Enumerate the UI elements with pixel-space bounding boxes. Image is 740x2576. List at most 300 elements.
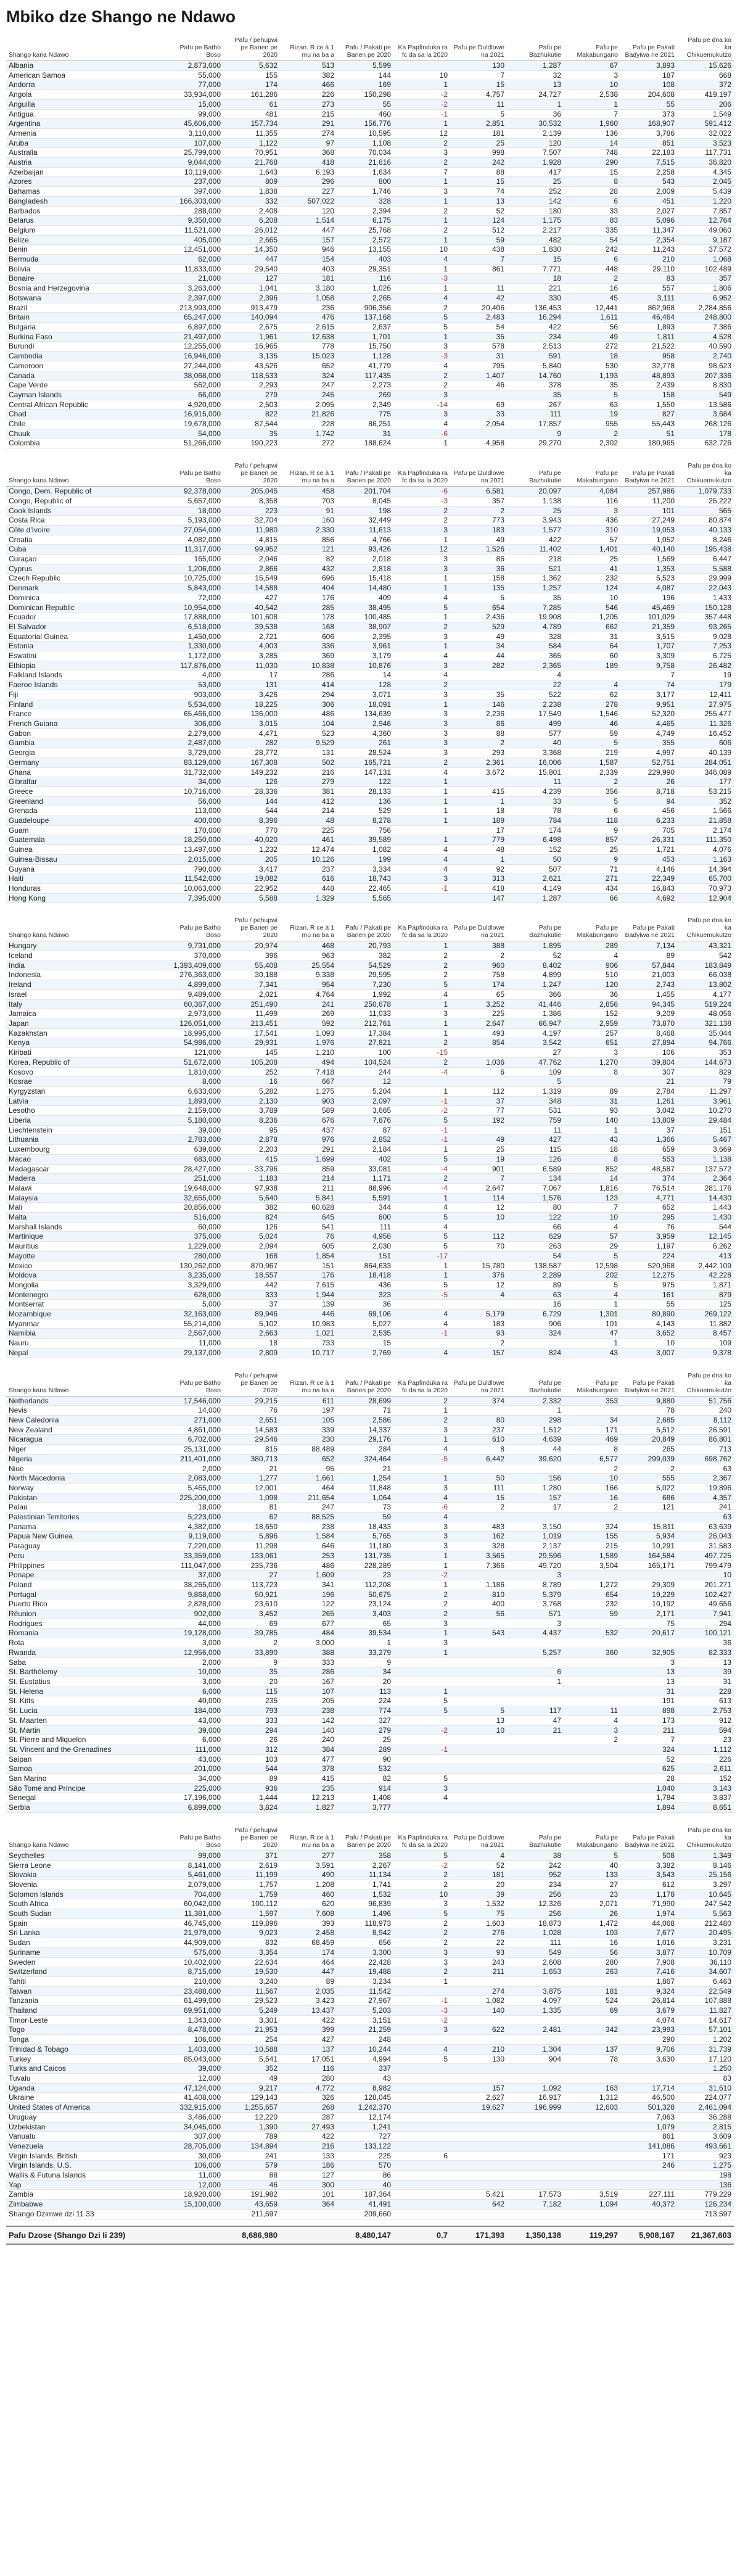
table-row bbox=[6, 1164, 734, 1174]
value-cell: 800 bbox=[337, 177, 393, 187]
value-cell: 13 bbox=[620, 1667, 677, 1677]
value-cell: 3,961 bbox=[677, 1096, 734, 1106]
value-cell: 2 bbox=[393, 1918, 450, 1928]
value-cell: 56 bbox=[564, 322, 620, 332]
table-row bbox=[6, 410, 734, 419]
value-cell: 2 bbox=[393, 371, 450, 381]
country-name-cell: Sierra Leone bbox=[6, 1860, 166, 1870]
value-cell bbox=[450, 2171, 507, 2181]
value-cell: 31,610 bbox=[677, 2083, 734, 2093]
value-cell: 1,183 bbox=[223, 1174, 280, 1184]
value-cell: 1 bbox=[507, 1677, 564, 1686]
value-cell: 3 bbox=[393, 1542, 450, 1551]
value-cell: 5 bbox=[393, 1242, 450, 1252]
country-name-cell: Guadeloupe bbox=[6, 816, 166, 826]
value-cell: 2 bbox=[393, 1870, 450, 1880]
value-cell: 1 bbox=[393, 999, 450, 1009]
value-cell: 169 bbox=[337, 80, 393, 90]
value-cell: 3,334 bbox=[337, 864, 393, 874]
value-cell: 18 bbox=[223, 1339, 280, 1348]
value-cell: 26 bbox=[223, 1735, 280, 1745]
value-cell: 2,015,000 bbox=[166, 854, 223, 864]
value-cell: 5 bbox=[564, 738, 620, 748]
value-cell: 29,931 bbox=[223, 1038, 280, 1048]
value-cell: 157 bbox=[450, 1348, 507, 1358]
value-cell: 15 bbox=[507, 255, 564, 265]
value-cell: 405,000 bbox=[166, 235, 223, 245]
value-cell: 49 bbox=[450, 535, 507, 545]
value-cell: 36 bbox=[450, 564, 507, 574]
value-cell: 5,657,000 bbox=[166, 496, 223, 506]
value-cell: 353 bbox=[677, 1048, 734, 1058]
value-cell: 113,000 bbox=[166, 806, 223, 816]
value-cell: 41,779 bbox=[337, 361, 393, 371]
value-cell: 861 bbox=[620, 2132, 677, 2142]
table-row bbox=[6, 748, 734, 758]
country-name-cell: Suriname bbox=[6, 1947, 166, 1957]
value-cell bbox=[564, 1696, 620, 1706]
value-cell: 2,436 bbox=[450, 613, 507, 622]
value-cell: 284 bbox=[337, 1445, 393, 1455]
value-cell bbox=[507, 1735, 564, 1745]
value-cell: 76 bbox=[620, 1222, 677, 1232]
value-cell: 2,265 bbox=[337, 293, 393, 303]
value-cell: 5,193,000 bbox=[166, 516, 223, 526]
value-cell: 2 bbox=[450, 1503, 507, 1513]
value-cell: 3 bbox=[393, 719, 450, 729]
column-header: Shango kana Ndawo bbox=[6, 1371, 166, 1397]
value-cell: 6,447 bbox=[677, 555, 734, 564]
value-cell: 62 bbox=[223, 1513, 280, 1522]
value-cell: 3,007 bbox=[620, 1348, 677, 1358]
value-cell: -1 bbox=[393, 1125, 450, 1135]
table-row bbox=[6, 1222, 734, 1232]
table-row bbox=[6, 1571, 734, 1580]
value-cell: 174 bbox=[223, 80, 280, 90]
value-cell: 827 bbox=[620, 410, 677, 419]
table-row bbox=[6, 1600, 734, 1609]
value-cell: 25,554 bbox=[280, 960, 337, 970]
country-name-cell: Wallis & Futuna Islands bbox=[6, 2171, 166, 2181]
value-cell: 70,973 bbox=[677, 883, 734, 893]
value-cell: 120 bbox=[280, 206, 337, 216]
value-cell: 29,596 bbox=[507, 1551, 564, 1561]
value-cell: 5,203 bbox=[337, 2006, 393, 2016]
value-cell: 976 bbox=[280, 1135, 337, 1145]
country-name-cell: Costa Rica bbox=[6, 516, 166, 526]
value-cell: 4,471 bbox=[223, 729, 280, 738]
value-cell: 357 bbox=[450, 496, 507, 506]
value-cell: 4 bbox=[564, 1222, 620, 1232]
value-cell: 42,228 bbox=[677, 1271, 734, 1281]
value-cell: 10 bbox=[450, 1725, 507, 1735]
value-cell: 4,861,000 bbox=[166, 1425, 223, 1435]
value-cell: 3,768 bbox=[507, 1600, 564, 1609]
value-cell: 1 bbox=[393, 535, 450, 545]
value-cell: 1,229,000 bbox=[166, 1242, 223, 1252]
value-cell: 6,897,000 bbox=[166, 322, 223, 332]
value-cell: 3 bbox=[393, 564, 450, 574]
value-cell: 8,942 bbox=[337, 1928, 393, 1938]
value-cell: 35 bbox=[507, 390, 564, 400]
value-cell: 952 bbox=[507, 1870, 564, 1880]
value-cell: 1 bbox=[564, 99, 620, 109]
value-cell: 3,515 bbox=[620, 632, 677, 642]
value-cell: 60,367,000 bbox=[166, 999, 223, 1009]
value-cell: 14 bbox=[564, 1174, 620, 1184]
value-cell: 173 bbox=[620, 1715, 677, 1725]
value-cell: 164,584 bbox=[620, 1551, 677, 1561]
value-cell: 1 bbox=[393, 1435, 450, 1445]
value-cell: 422 bbox=[507, 322, 564, 332]
value-cell: 103 bbox=[223, 1754, 280, 1764]
value-cell: 1,757 bbox=[223, 1880, 280, 1889]
value-cell: 544 bbox=[223, 806, 280, 816]
column-header: Pafu pe Batho Boso bbox=[166, 461, 223, 487]
value-cell bbox=[450, 1048, 507, 1058]
value-cell: 1,068 bbox=[677, 255, 734, 265]
value-cell: 774 bbox=[337, 1706, 393, 1716]
table-row bbox=[6, 1193, 734, 1203]
table-row bbox=[6, 651, 734, 661]
value-cell bbox=[393, 1986, 450, 1996]
value-cell: 555 bbox=[620, 1474, 677, 1484]
value-cell: 2,442,109 bbox=[677, 1261, 734, 1271]
country-name-cell: Mongolia bbox=[6, 1280, 166, 1290]
value-cell: 66 bbox=[507, 1222, 564, 1232]
country-name-cell: Bolivia bbox=[6, 264, 166, 274]
value-cell: 1,661 bbox=[280, 1474, 337, 1484]
value-cell: 11,521,000 bbox=[166, 225, 223, 235]
value-cell: 289 bbox=[337, 1744, 393, 1754]
column-header: Pafu pe Duldlowe na 2021 bbox=[450, 1825, 507, 1851]
value-cell: 1,455 bbox=[620, 989, 677, 999]
value-cell: 3 bbox=[393, 1522, 450, 1532]
country-name-cell: Turks and Caicos bbox=[6, 2064, 166, 2074]
value-cell: 136,000 bbox=[223, 709, 280, 719]
value-cell bbox=[507, 2151, 564, 2161]
value-cell: 49 bbox=[223, 2074, 280, 2084]
value-cell: 6,729 bbox=[507, 1310, 564, 1319]
value-cell: 61,499,000 bbox=[166, 1996, 223, 2006]
value-cell: 56,000 bbox=[166, 796, 223, 806]
value-cell: 138,587 bbox=[507, 1261, 564, 1271]
value-cell: 246 bbox=[620, 2161, 677, 2171]
value-cell: 31,732,000 bbox=[166, 767, 223, 777]
total-cell: 8,480,147 bbox=[337, 2226, 393, 2244]
value-cell: 324 bbox=[507, 1329, 564, 1339]
value-cell: 8,457 bbox=[677, 1329, 734, 1339]
country-name-cell: Burundi bbox=[6, 342, 166, 352]
value-cell: 3 bbox=[393, 148, 450, 158]
value-cell: 7,908 bbox=[620, 1957, 677, 1967]
value-cell: 224 bbox=[620, 1251, 677, 1261]
value-cell: 348 bbox=[507, 1096, 564, 1106]
value-cell: 16,965 bbox=[223, 342, 280, 352]
value-cell: 3,789 bbox=[223, 1106, 280, 1116]
value-cell: 18,225 bbox=[223, 700, 280, 709]
value-cell: 3 bbox=[393, 1947, 450, 1957]
table-row bbox=[6, 825, 734, 835]
value-cell: 4 bbox=[393, 419, 450, 429]
value-cell: 87 bbox=[337, 1125, 393, 1135]
value-cell: 4 bbox=[393, 1793, 450, 1803]
value-cell bbox=[450, 1619, 507, 1629]
country-name-cell: Grenada bbox=[6, 806, 166, 816]
country-name-cell: Chuuk bbox=[6, 429, 166, 439]
country-name-cell: Turkey bbox=[6, 2054, 166, 2064]
value-cell: 1,569 bbox=[620, 555, 677, 564]
value-cell bbox=[564, 1774, 620, 1784]
value-cell: 26 bbox=[620, 777, 677, 787]
value-cell: 116 bbox=[337, 274, 393, 284]
value-cell: 8,478,000 bbox=[166, 2025, 223, 2035]
value-cell: 115 bbox=[223, 1686, 280, 1696]
value-cell: 35 bbox=[564, 381, 620, 390]
value-cell: 3,652 bbox=[620, 1329, 677, 1339]
table-row bbox=[6, 1067, 734, 1077]
value-cell: 2 bbox=[393, 225, 450, 235]
value-cell: 516,000 bbox=[166, 1213, 223, 1223]
value-cell: 161 bbox=[620, 1290, 677, 1300]
value-cell: 1,041 bbox=[223, 284, 280, 294]
value-cell: 11,030 bbox=[223, 661, 280, 671]
country-name-cell: Guam bbox=[6, 825, 166, 835]
value-cell: 117,435 bbox=[337, 371, 393, 381]
value-cell: 5,465,000 bbox=[166, 1483, 223, 1493]
value-cell: 447 bbox=[280, 1967, 337, 1977]
value-cell: 344 bbox=[337, 1203, 393, 1213]
value-cell: 279 bbox=[337, 1725, 393, 1735]
value-cell: 1,193 bbox=[564, 371, 620, 381]
value-cell: 103 bbox=[564, 1928, 620, 1938]
value-cell bbox=[564, 2141, 620, 2151]
value-cell: 195,438 bbox=[677, 545, 734, 555]
value-cell: 177 bbox=[677, 777, 734, 787]
value-cell: 271 bbox=[564, 874, 620, 884]
value-cell: 1,241 bbox=[337, 2122, 393, 2132]
value-cell: 371 bbox=[223, 1851, 280, 1860]
table-row bbox=[6, 1174, 734, 1184]
value-cell: 446 bbox=[280, 1310, 337, 1319]
value-cell: 1,312 bbox=[564, 2093, 620, 2103]
value-cell: 810 bbox=[450, 1590, 507, 1600]
value-cell: 245 bbox=[280, 390, 337, 400]
value-cell: 80 bbox=[507, 1203, 564, 1213]
value-cell: 20,406 bbox=[450, 303, 507, 313]
value-cell: 2,021 bbox=[223, 989, 280, 999]
column-header: Pafu pe Duldlowe na 2021 bbox=[450, 1371, 507, 1397]
value-cell: 2,267 bbox=[337, 1860, 393, 1870]
value-cell: 256 bbox=[507, 1909, 564, 1919]
value-cell: 3 bbox=[393, 342, 450, 352]
country-name-cell: San Marino bbox=[6, 1774, 166, 1784]
table-row bbox=[6, 1464, 734, 1474]
value-cell: 112,208 bbox=[337, 1580, 393, 1590]
value-cell: 82 bbox=[337, 1774, 393, 1784]
country-name-cell: Myanmar bbox=[6, 1319, 166, 1329]
value-cell: 10,645 bbox=[677, 1889, 734, 1899]
value-cell: 257,986 bbox=[620, 487, 677, 497]
value-cell: 125 bbox=[677, 1300, 734, 1310]
value-cell: 1,040 bbox=[620, 1783, 677, 1793]
value-cell: 89 bbox=[620, 951, 677, 961]
value-cell: 1,175 bbox=[507, 216, 564, 226]
value-cell: 1,512 bbox=[507, 1425, 564, 1435]
country-name-cell: St. Vincent and the Grenadines bbox=[6, 1744, 166, 1754]
value-cell: 856 bbox=[280, 535, 337, 545]
value-cell bbox=[393, 2161, 450, 2171]
value-cell: 39,785 bbox=[223, 1629, 280, 1638]
value-cell: 97 bbox=[280, 138, 337, 148]
table-row bbox=[6, 680, 734, 690]
value-cell: 25 bbox=[337, 1735, 393, 1745]
value-cell: 415 bbox=[280, 1774, 337, 1784]
value-cell: 1,944 bbox=[280, 1290, 337, 1300]
value-cell: 230 bbox=[280, 1435, 337, 1445]
value-cell: 60,628 bbox=[280, 1203, 337, 1213]
value-cell: 358 bbox=[337, 1851, 393, 1860]
value-cell bbox=[450, 1667, 507, 1677]
country-name-cell: Virgin Islands, U.S. bbox=[6, 2161, 166, 2171]
value-cell: 24,727 bbox=[507, 90, 564, 100]
value-cell: 592 bbox=[280, 1018, 337, 1028]
value-cell bbox=[564, 1793, 620, 1803]
value-cell: 1 bbox=[393, 1580, 450, 1590]
value-cell: 3,523 bbox=[677, 138, 734, 148]
value-cell: 5,461,000 bbox=[166, 1870, 223, 1880]
value-cell: 21,616 bbox=[337, 158, 393, 168]
value-cell: 1,496 bbox=[337, 1909, 393, 1919]
value-cell: 51,756 bbox=[677, 1396, 734, 1406]
value-cell bbox=[620, 2171, 677, 2181]
value-cell: 12,220 bbox=[223, 2112, 280, 2122]
value-cell: 1,082 bbox=[337, 845, 393, 855]
value-cell: 686 bbox=[620, 1493, 677, 1503]
value-cell: 107,888 bbox=[677, 1996, 734, 2006]
value-cell: 2,487,000 bbox=[166, 738, 223, 748]
value-cell: 111,350 bbox=[677, 835, 734, 845]
country-name-cell: Kiribati bbox=[6, 1048, 166, 1058]
table-row bbox=[6, 2190, 734, 2200]
country-name-cell: Malaysia bbox=[6, 1193, 166, 1203]
value-cell: 7,366 bbox=[450, 1561, 507, 1571]
value-cell: 43,526 bbox=[223, 361, 280, 371]
value-cell: 399 bbox=[280, 2025, 337, 2035]
value-cell: 2,973,000 bbox=[166, 1009, 223, 1019]
value-cell: 12,598 bbox=[564, 1261, 620, 1271]
column-header: Pafu pe Batho Boso bbox=[166, 915, 223, 941]
value-cell: 39,000 bbox=[166, 1125, 223, 1135]
value-cell: 388 bbox=[450, 941, 507, 951]
value-cell: 102,427 bbox=[677, 1590, 734, 1600]
value-cell: 11 bbox=[564, 1706, 620, 1716]
table-row bbox=[6, 119, 734, 129]
value-cell: 606 bbox=[677, 738, 734, 748]
value-cell: 1,016 bbox=[620, 1938, 677, 1948]
value-cell: 14,760 bbox=[507, 371, 564, 381]
value-cell: 3,504 bbox=[564, 1561, 620, 1571]
value-cell: 55,214,000 bbox=[166, 1319, 223, 1329]
value-cell: 80 bbox=[450, 1416, 507, 1426]
value-cell: 5,541 bbox=[223, 2054, 280, 2064]
value-cell: 152 bbox=[507, 845, 564, 855]
value-cell: 100 bbox=[337, 1048, 393, 1058]
country-name-cell: St. Helena bbox=[6, 1686, 166, 1696]
value-cell: 54 bbox=[564, 235, 620, 245]
value-cell: 181 bbox=[280, 274, 337, 284]
country-name-cell: Malta bbox=[6, 1213, 166, 1223]
country-name-cell: St. Maarten bbox=[6, 1715, 166, 1725]
column-header: Ka Papfinduka ra fc da sa la 2020 bbox=[393, 1371, 450, 1397]
value-cell: 542 bbox=[677, 951, 734, 961]
value-cell: 29 bbox=[564, 1242, 620, 1252]
value-cell: 324 bbox=[280, 371, 337, 381]
value-cell: 5,512 bbox=[620, 1425, 677, 1435]
value-cell: 333 bbox=[280, 1657, 337, 1667]
value-cell: 184,000 bbox=[166, 1706, 223, 1716]
value-cell: 25,156 bbox=[677, 1870, 734, 1880]
value-cell: 11,297 bbox=[677, 1086, 734, 1096]
value-cell: 575,000 bbox=[166, 1947, 223, 1957]
country-name-cell: Lesotho bbox=[6, 1106, 166, 1116]
table-row bbox=[6, 1028, 734, 1038]
value-cell: 43,659 bbox=[223, 2200, 280, 2210]
value-cell: 9,731,000 bbox=[166, 941, 223, 951]
value-cell: 1,721 bbox=[620, 845, 677, 855]
value-cell: 35 bbox=[507, 593, 564, 603]
value-cell: 2,095 bbox=[280, 400, 337, 410]
table-row bbox=[6, 535, 734, 545]
value-cell: 3 bbox=[393, 1638, 450, 1648]
value-cell: 21,359 bbox=[620, 622, 677, 632]
value-cell: 10,717 bbox=[280, 1348, 337, 1358]
table-row bbox=[6, 1542, 734, 1551]
value-cell: 126 bbox=[223, 777, 280, 787]
value-cell: 2,856 bbox=[564, 999, 620, 1009]
country-name-cell: Nevis bbox=[6, 1406, 166, 1416]
table-row bbox=[6, 196, 734, 206]
value-cell: 557 bbox=[620, 284, 677, 294]
column-header: Pafu pe Makabungano bbox=[564, 915, 620, 941]
value-cell: 225,200,000 bbox=[166, 1493, 223, 1503]
value-cell: 14 bbox=[564, 138, 620, 148]
value-cell: 212,761 bbox=[337, 1018, 393, 1028]
value-cell: 2,567,000 bbox=[166, 1329, 223, 1339]
value-cell: 397,000 bbox=[166, 187, 223, 197]
value-cell: 2,783,000 bbox=[166, 1135, 223, 1145]
value-cell: 28 bbox=[564, 187, 620, 197]
value-cell: 1,232 bbox=[223, 845, 280, 855]
value-cell: 5 bbox=[393, 1774, 450, 1784]
value-cell: 5 bbox=[393, 1232, 450, 1242]
value-cell: 39,804 bbox=[620, 1057, 677, 1067]
table-row bbox=[6, 2209, 734, 2219]
country-name-cell: Paraguay bbox=[6, 1542, 166, 1551]
value-cell: 1,407 bbox=[450, 371, 507, 381]
value-cell: 3,684 bbox=[677, 410, 734, 419]
value-cell: 151 bbox=[280, 1261, 337, 1271]
value-cell: 1,093 bbox=[280, 1028, 337, 1038]
value-cell: 27 bbox=[564, 1880, 620, 1889]
value-cell: 5,180,000 bbox=[166, 1116, 223, 1126]
table-row bbox=[6, 1764, 734, 1774]
value-cell: 1,206,000 bbox=[166, 564, 223, 574]
value-cell: 30,188 bbox=[223, 970, 280, 980]
value-cell: 2,009 bbox=[620, 187, 677, 197]
value-cell: 645 bbox=[280, 1213, 337, 1223]
table-row bbox=[6, 216, 734, 226]
